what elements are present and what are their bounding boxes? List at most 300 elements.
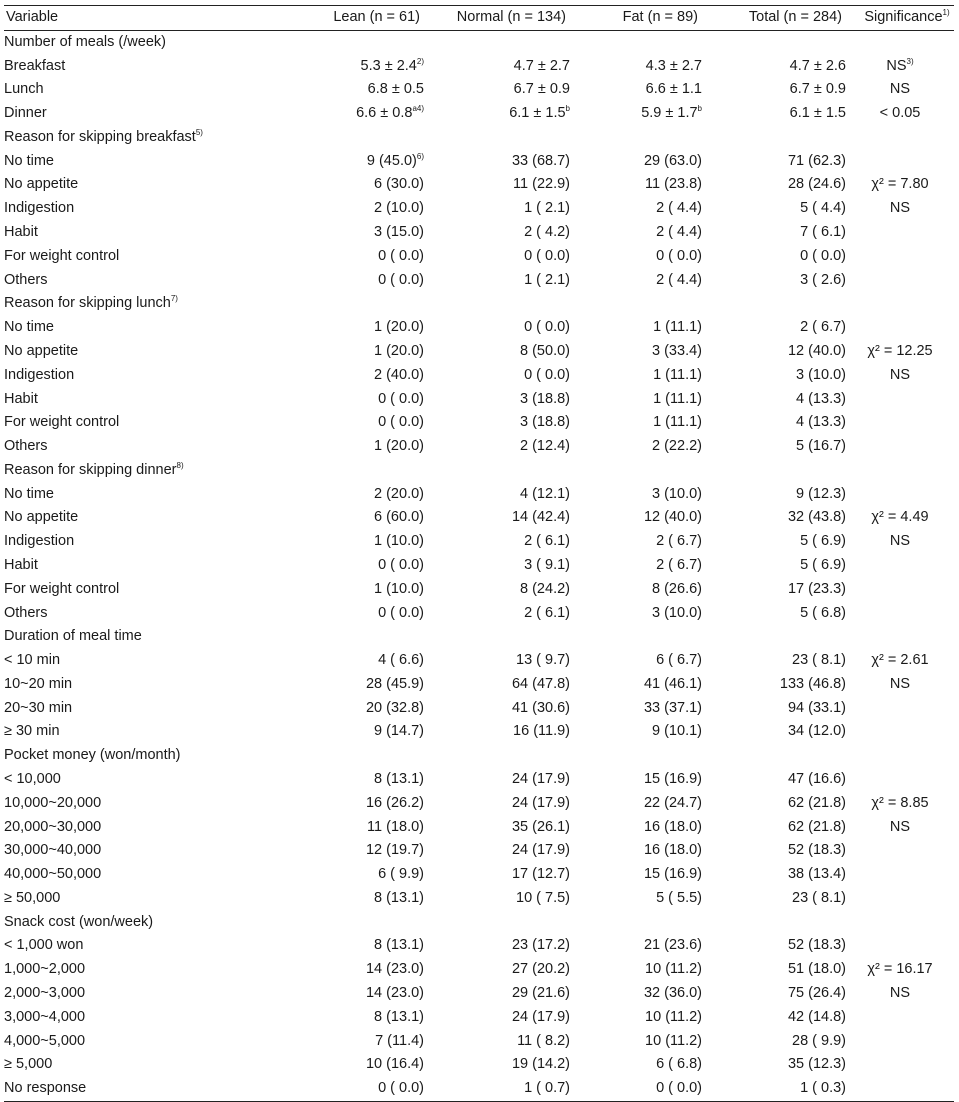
significance-cell xyxy=(846,1053,954,1077)
empty-cell xyxy=(846,126,954,150)
total-cell xyxy=(702,554,846,578)
fat-cell xyxy=(570,245,702,269)
cell-value: 35 (12.3) xyxy=(787,1056,846,1073)
row-label: Lunch xyxy=(4,81,44,98)
significance-cell xyxy=(846,221,954,245)
normal-cell xyxy=(424,506,570,530)
row-label: For weight control xyxy=(4,580,120,597)
significance-cell xyxy=(846,245,954,269)
significance-value: NS xyxy=(889,81,911,98)
cell-value: 14 (23.0) xyxy=(365,961,424,978)
cell-value: 5 ( 6.9) xyxy=(800,556,846,573)
cell-value: 9 (10.1) xyxy=(652,723,702,740)
significance-cell xyxy=(846,1006,954,1030)
significance-cell xyxy=(846,411,954,435)
fat-cell xyxy=(570,887,702,911)
footnote-marker: 5) xyxy=(195,127,203,137)
total-cell xyxy=(702,792,846,816)
cell-value: 6.7 ± 0.9 xyxy=(789,81,846,98)
fat-cell xyxy=(570,649,702,673)
fat-cell xyxy=(570,982,702,1006)
normal-cell xyxy=(424,887,570,911)
lean-cell xyxy=(296,792,424,816)
cell-value: 2 (12.4) xyxy=(520,438,570,455)
row-label: ≥ 50,000 xyxy=(4,889,61,906)
cell-value: 3 ( 9.1) xyxy=(524,556,570,573)
row-label: 30,000~40,000 xyxy=(4,842,102,859)
empty-cell xyxy=(846,292,954,316)
cell-value: 2 ( 4.4) xyxy=(656,271,702,288)
cell-value: 9 (12.3) xyxy=(796,485,846,502)
total-cell xyxy=(702,982,846,1006)
cell-value: 14 (23.0) xyxy=(365,985,424,1002)
cell-value: 8 (24.2) xyxy=(520,580,570,597)
cell-value: 35 (26.1) xyxy=(511,818,570,835)
significance-cell xyxy=(846,78,954,102)
table-row xyxy=(4,839,954,863)
significance-cell xyxy=(846,364,954,388)
total-cell xyxy=(702,388,846,412)
cell-value: 6.6 ± 1.1 xyxy=(645,81,702,98)
cell-value: 2 ( 6.1) xyxy=(524,533,570,550)
significance-cell xyxy=(846,530,954,554)
footnote-marker: 8) xyxy=(176,460,184,470)
total-cell xyxy=(702,1030,846,1054)
footnote-marker: b xyxy=(565,104,570,114)
cell-value: 0 ( 0.0) xyxy=(656,247,702,264)
cell-value: 11 (23.8) xyxy=(645,176,702,193)
row-label: No time xyxy=(4,319,54,336)
lean-cell xyxy=(296,150,424,174)
lean-cell xyxy=(296,934,424,958)
lean-cell xyxy=(296,697,424,721)
lean-cell xyxy=(296,816,424,840)
lean-cell xyxy=(296,78,424,102)
fat-cell xyxy=(570,697,702,721)
cell-value: 2 (22.2) xyxy=(652,438,702,455)
lean-cell xyxy=(296,506,424,530)
cell-value: 6 ( 6.8) xyxy=(656,1056,702,1073)
section-label: Reason for skipping dinner xyxy=(4,461,177,478)
header-label: Significance xyxy=(864,9,943,25)
normal-cell xyxy=(424,530,570,554)
fat-cell xyxy=(570,958,702,982)
empty-cell xyxy=(424,625,570,649)
normal-cell xyxy=(424,483,570,507)
cell-value: 1 ( 2.1) xyxy=(524,200,570,217)
significance-cell xyxy=(846,388,954,412)
lean-cell xyxy=(296,364,424,388)
cell-value: 24 (17.9) xyxy=(511,771,570,787)
significance-cell xyxy=(846,958,954,982)
cell-value: 10 (11.2) xyxy=(645,1032,702,1049)
table-row xyxy=(4,697,954,721)
table-header xyxy=(4,6,954,31)
cell-value: 2 (40.0) xyxy=(374,366,424,383)
empty-cell xyxy=(424,459,570,483)
significance-value: χ² = 4.49 xyxy=(871,509,929,526)
cell-value: 6.1 ± 1.5 xyxy=(509,105,566,122)
total-cell xyxy=(702,483,846,507)
cell-value: 21 (23.6) xyxy=(643,937,702,954)
significance-value: NS xyxy=(889,818,911,835)
cell-value: 6 ( 6.7) xyxy=(656,652,702,669)
footnote-marker: 6) xyxy=(416,151,424,161)
cell-value: 3 ( 2.6) xyxy=(800,271,846,288)
table-row xyxy=(4,316,954,340)
empty-cell xyxy=(702,744,846,768)
lean-cell xyxy=(296,887,424,911)
empty-cell xyxy=(424,292,570,316)
normal-cell xyxy=(424,197,570,221)
lean-cell xyxy=(296,530,424,554)
cell-value: 10 (11.2) xyxy=(645,1008,702,1025)
cell-value: 4.7 ± 2.6 xyxy=(789,57,846,74)
fat-cell xyxy=(570,554,702,578)
lean-cell xyxy=(296,316,424,340)
cell-value: 2 (10.0) xyxy=(374,200,424,217)
empty-cell xyxy=(296,292,424,316)
cell-value: 0 ( 0.0) xyxy=(378,1080,424,1097)
cell-value: 5 ( 6.9) xyxy=(800,533,846,550)
total-cell xyxy=(702,1077,846,1101)
table-row xyxy=(4,340,954,364)
empty-cell xyxy=(702,30,846,54)
lean-cell xyxy=(296,863,424,887)
total-cell xyxy=(702,887,846,911)
cell-value: 5 ( 5.5) xyxy=(656,889,702,906)
table-row xyxy=(4,673,954,697)
cell-value: 0 ( 0.0) xyxy=(378,390,424,407)
cell-value: 4.7 ± 2.7 xyxy=(513,57,570,74)
total-cell xyxy=(702,720,846,744)
normal-cell xyxy=(424,673,570,697)
cell-value: 4 (13.3) xyxy=(796,414,846,431)
lean-cell xyxy=(296,55,424,79)
fat-cell xyxy=(570,602,702,626)
table-row xyxy=(4,792,954,816)
table-row xyxy=(4,982,954,1006)
lean-cell xyxy=(296,720,424,744)
empty-cell xyxy=(570,126,702,150)
fat-cell xyxy=(570,673,702,697)
cell-value: 20 (32.8) xyxy=(365,699,424,716)
row-label: Habit xyxy=(4,224,38,241)
cell-value: 3 (10.0) xyxy=(652,604,702,621)
empty-cell xyxy=(296,30,424,54)
cell-value: 16 (18.0) xyxy=(643,818,702,835)
empty-cell xyxy=(424,911,570,935)
table-row xyxy=(4,364,954,388)
row-label: 3,000~4,000 xyxy=(4,1008,86,1025)
empty-cell xyxy=(570,911,702,935)
fat-cell xyxy=(570,150,702,174)
lean-cell xyxy=(296,1077,424,1101)
row-label: No time xyxy=(4,152,54,169)
row-label: Indigestion xyxy=(4,200,75,217)
row-label: 10,000~20,000 xyxy=(4,794,102,811)
cell-value: 7 ( 6.1) xyxy=(800,224,846,241)
lean-cell xyxy=(296,554,424,578)
empty-cell xyxy=(296,126,424,150)
footnote-marker: 1) xyxy=(942,8,950,17)
significance-value: NS xyxy=(886,57,907,74)
row-label: Indigestion xyxy=(4,533,75,550)
cell-value: 2 ( 6.1) xyxy=(524,604,570,621)
normal-cell xyxy=(424,221,570,245)
cell-value: 1 (20.0) xyxy=(374,342,424,359)
lean-cell xyxy=(296,649,424,673)
cell-value: 1 ( 2.1) xyxy=(524,271,570,288)
header-label: Normal (n = 134) xyxy=(456,9,566,25)
section-row xyxy=(4,459,954,483)
cell-value: 41 (30.6) xyxy=(511,699,570,716)
cell-value: 1 (10.0) xyxy=(374,533,424,550)
cell-value: 8 (13.1) xyxy=(374,889,424,906)
significance-cell xyxy=(846,554,954,578)
significance-cell xyxy=(846,720,954,744)
table-row xyxy=(4,1077,954,1101)
cell-value: 2 ( 4.4) xyxy=(656,224,702,241)
cell-value: 8 (13.1) xyxy=(374,1008,424,1025)
cell-value: 1 (11.1) xyxy=(653,414,702,431)
empty-cell xyxy=(570,625,702,649)
normal-cell xyxy=(424,697,570,721)
cell-value: 3 (18.8) xyxy=(520,414,570,431)
table-body xyxy=(4,30,954,1101)
cell-value: 6 (60.0) xyxy=(374,509,424,526)
significance-cell xyxy=(846,982,954,1006)
table-row xyxy=(4,602,954,626)
cell-value: 6 ( 9.9) xyxy=(378,866,424,883)
empty-cell xyxy=(424,744,570,768)
cell-value: 64 (47.8) xyxy=(511,675,570,692)
header-lean xyxy=(296,6,424,31)
cell-value: 23 ( 8.1) xyxy=(792,652,846,669)
section-row xyxy=(4,292,954,316)
section-heading xyxy=(4,30,296,54)
cell-value: 3 (18.8) xyxy=(520,390,570,407)
normal-cell xyxy=(424,1053,570,1077)
normal-cell xyxy=(424,78,570,102)
table-row xyxy=(4,1030,954,1054)
cell-value: 6.8 ± 0.5 xyxy=(367,81,424,98)
significance-cell xyxy=(846,55,954,79)
cell-value: 47 (16.6) xyxy=(787,771,846,787)
cell-value: 15 (16.9) xyxy=(643,771,702,787)
table-row xyxy=(4,530,954,554)
cell-value: 1 ( 0.7) xyxy=(524,1080,570,1097)
row-label: For weight control xyxy=(4,414,120,431)
fat-cell xyxy=(570,934,702,958)
cell-value: 2 (20.0) xyxy=(374,485,424,502)
significance-cell xyxy=(846,697,954,721)
normal-cell xyxy=(424,411,570,435)
table-row xyxy=(4,245,954,269)
cell-value: 62 (21.8) xyxy=(787,794,846,811)
row-label: 20,000~30,000 xyxy=(4,818,102,835)
cell-value: 5 ( 4.4) xyxy=(800,200,846,217)
total-cell xyxy=(702,197,846,221)
normal-cell xyxy=(424,150,570,174)
header-normal xyxy=(424,6,570,31)
total-cell xyxy=(702,530,846,554)
fat-cell xyxy=(570,364,702,388)
fat-cell xyxy=(570,1077,702,1101)
total-cell xyxy=(702,102,846,126)
total-cell xyxy=(702,173,846,197)
row-label: Habit xyxy=(4,556,38,573)
total-cell xyxy=(702,340,846,364)
significance-value: NS xyxy=(889,985,911,1002)
lean-cell xyxy=(296,578,424,602)
row-label: No time xyxy=(4,485,54,502)
significance-value: NS xyxy=(889,200,911,217)
fat-cell xyxy=(570,411,702,435)
cell-value: 8 (13.1) xyxy=(374,771,424,787)
normal-cell xyxy=(424,602,570,626)
cell-value: 13 ( 9.7) xyxy=(516,652,570,669)
footnote-marker: a4) xyxy=(412,104,424,114)
row-label: 2,000~3,000 xyxy=(4,985,86,1002)
lean-cell xyxy=(296,221,424,245)
cell-value: 6.7 ± 0.9 xyxy=(513,81,570,98)
empty-cell xyxy=(846,625,954,649)
section-row xyxy=(4,744,954,768)
row-label: No appetite xyxy=(4,342,79,359)
significance-cell xyxy=(846,816,954,840)
table-row xyxy=(4,269,954,293)
cell-value: 0 ( 0.0) xyxy=(656,1080,702,1097)
cell-value: 23 ( 8.1) xyxy=(792,889,846,906)
total-cell xyxy=(702,1006,846,1030)
lean-cell xyxy=(296,768,424,792)
cell-value: 10 (11.2) xyxy=(645,961,702,978)
cell-value: 28 (24.6) xyxy=(787,176,846,193)
empty-cell xyxy=(846,744,954,768)
normal-cell xyxy=(424,554,570,578)
header-label: Variable xyxy=(6,9,59,25)
cell-value: 0 ( 0.0) xyxy=(524,319,570,336)
normal-cell xyxy=(424,649,570,673)
cell-value: 3 (10.0) xyxy=(796,366,846,383)
table-row xyxy=(4,578,954,602)
cell-value: 17 (12.7) xyxy=(511,866,570,883)
cell-value: 1 (11.1) xyxy=(653,390,702,407)
row-label: 10~20 min xyxy=(4,675,73,692)
table-row xyxy=(4,554,954,578)
empty-cell xyxy=(846,30,954,54)
row-label: 40,000~50,000 xyxy=(4,866,102,883)
cell-value: 52 (18.3) xyxy=(787,937,846,954)
fat-cell xyxy=(570,792,702,816)
cell-value: 29 (63.0) xyxy=(643,152,702,169)
cell-value: 0 ( 0.0) xyxy=(378,247,424,264)
table-row xyxy=(4,768,954,792)
normal-cell xyxy=(424,578,570,602)
significance-cell xyxy=(846,197,954,221)
fat-cell xyxy=(570,1030,702,1054)
table-row xyxy=(4,388,954,412)
empty-cell xyxy=(846,459,954,483)
table-row xyxy=(4,173,954,197)
cell-value: 2 ( 4.4) xyxy=(656,200,702,217)
cell-value: 7 (11.4) xyxy=(375,1032,424,1049)
total-cell xyxy=(702,649,846,673)
cell-value: 11 ( 8.2) xyxy=(517,1032,570,1049)
row-label: For weight control xyxy=(4,247,120,264)
normal-cell xyxy=(424,173,570,197)
empty-cell xyxy=(702,126,846,150)
cell-value: 11 (22.9) xyxy=(513,176,570,193)
section-heading xyxy=(4,911,296,935)
footnote-marker: 3) xyxy=(906,56,914,66)
fat-cell xyxy=(570,839,702,863)
section-label: Reason for skipping breakfast xyxy=(4,128,196,145)
cell-value: 22 (24.7) xyxy=(643,794,702,811)
total-cell xyxy=(702,364,846,388)
cell-value: 41 (46.1) xyxy=(643,675,702,692)
lean-cell xyxy=(296,1053,424,1077)
total-cell xyxy=(702,316,846,340)
normal-cell xyxy=(424,435,570,459)
normal-cell xyxy=(424,839,570,863)
fat-cell xyxy=(570,173,702,197)
significance-value: NS xyxy=(889,675,911,692)
lean-cell xyxy=(296,839,424,863)
cell-value: 5 ( 6.8) xyxy=(800,604,846,621)
cell-value: 17 (23.3) xyxy=(787,580,846,597)
normal-cell xyxy=(424,982,570,1006)
significance-cell xyxy=(846,1030,954,1054)
fat-cell xyxy=(570,316,702,340)
cell-value: 10 ( 7.5) xyxy=(516,889,570,906)
table-row xyxy=(4,649,954,673)
cell-value: 52 (18.3) xyxy=(787,842,846,859)
fat-cell xyxy=(570,197,702,221)
total-cell xyxy=(702,78,846,102)
header-total xyxy=(702,6,846,31)
section-heading xyxy=(4,126,296,150)
row-label: 1,000~2,000 xyxy=(4,961,86,978)
cell-value: 12 (40.0) xyxy=(643,509,702,526)
cell-value: 5 (16.7) xyxy=(796,438,846,455)
lean-cell xyxy=(296,102,424,126)
empty-cell xyxy=(702,911,846,935)
empty-cell xyxy=(846,911,954,935)
cell-value: 8 (50.0) xyxy=(520,342,570,359)
row-label: Breakfast xyxy=(4,57,66,74)
row-label: ≥ 5,000 xyxy=(4,1056,53,1073)
normal-cell xyxy=(424,1006,570,1030)
header-variable xyxy=(4,6,296,31)
normal-cell xyxy=(424,720,570,744)
fat-cell xyxy=(570,863,702,887)
cell-value: 19 (14.2) xyxy=(511,1056,570,1073)
cell-value: 3 (10.0) xyxy=(652,485,702,502)
fat-cell xyxy=(570,55,702,79)
table-row xyxy=(4,816,954,840)
significance-cell xyxy=(846,316,954,340)
total-cell xyxy=(702,673,846,697)
significance-cell xyxy=(846,435,954,459)
significance-value: χ² = 2.61 xyxy=(871,652,929,669)
cell-value: 51 (18.0) xyxy=(787,961,846,978)
normal-cell xyxy=(424,316,570,340)
significance-cell xyxy=(846,934,954,958)
cell-value: 75 (26.4) xyxy=(787,985,846,1002)
cell-value: 24 (17.9) xyxy=(511,1008,570,1025)
